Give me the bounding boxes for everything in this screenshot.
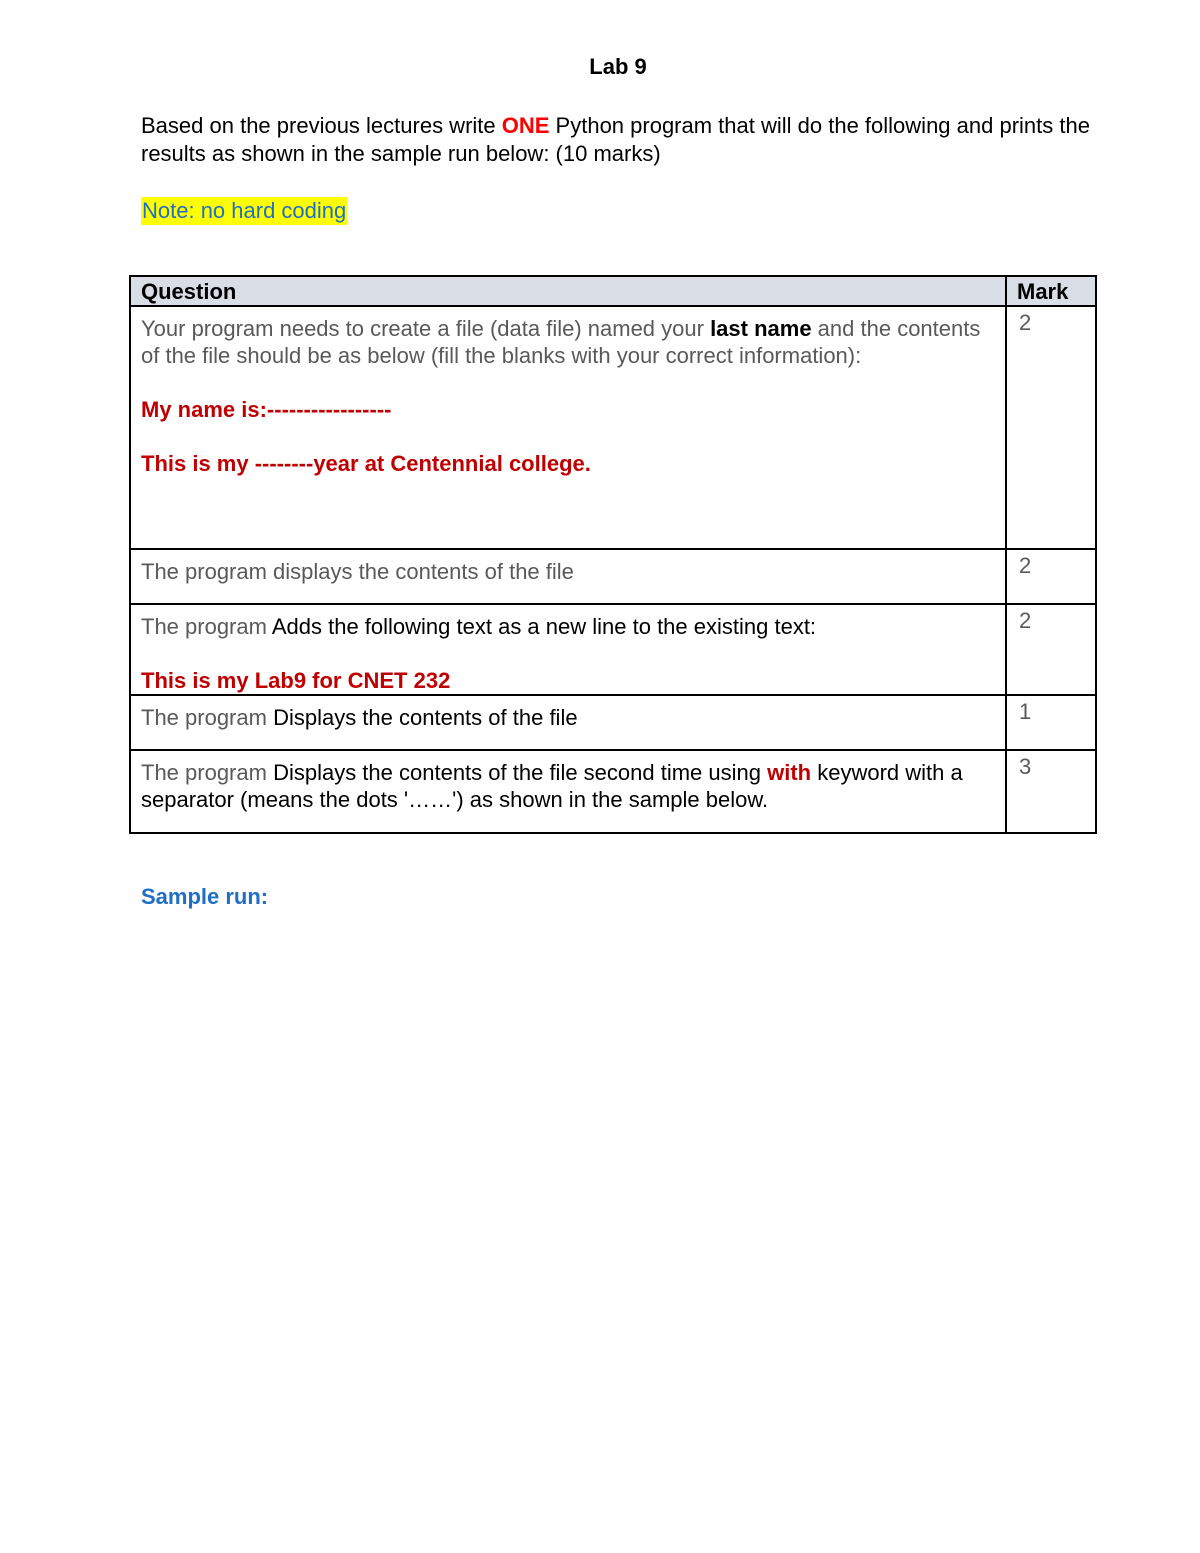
file-content-line-2: This is my --------year at Centennial college. xyxy=(141,451,591,476)
page-title: Lab 9 xyxy=(589,54,647,79)
question-cell xyxy=(130,549,1006,604)
spacer xyxy=(141,423,995,450)
added-line-text: This is my Lab9 for CNET 232 xyxy=(141,668,451,693)
spacer xyxy=(141,369,995,396)
table-header-row xyxy=(130,276,1096,306)
intro-emphasis: ONE xyxy=(501,113,550,138)
question-text-dark: Displays the contents of the file second time using xyxy=(273,760,768,785)
table-row xyxy=(130,750,1096,833)
question-text: and the contents of the file should be as below (fill the blanks with your correct information): xyxy=(141,316,981,368)
intro-text-2: Python program that will do the following and prints the results as shown in the sample run below: (10 marks) xyxy=(141,113,1090,166)
mark-cell: 2 xyxy=(1006,549,1096,604)
question-text: Your program needs to create a file (data file) named your xyxy=(141,316,711,341)
question-cell xyxy=(130,695,1006,750)
file-content-line-1: My name is:----------------- xyxy=(141,397,392,422)
header-mark: Mark xyxy=(1006,276,1096,306)
table-row xyxy=(130,306,1096,549)
mark-cell: 1 xyxy=(1006,695,1096,750)
question-text: The program xyxy=(141,760,274,785)
sample-run-label: Sample run: xyxy=(141,884,269,909)
question-bold-text: last name xyxy=(710,316,812,341)
question-table xyxy=(129,275,1097,834)
keyword-text: with xyxy=(767,760,812,785)
mark-cell: 2 xyxy=(1006,306,1096,549)
header-question: Question xyxy=(130,276,1006,306)
question-cell xyxy=(130,750,1006,833)
question-cell xyxy=(130,604,1006,695)
note-highlight: Note: no hard coding xyxy=(142,198,347,223)
question-text: The program xyxy=(141,614,272,639)
table-row xyxy=(130,695,1096,750)
mark-cell: 3 xyxy=(1006,750,1096,833)
question-text-dark: keyword with a separator (means the dots '……') as shown in the sample below. xyxy=(141,760,963,812)
mark-cell: 2 xyxy=(1006,604,1096,695)
table-row xyxy=(130,549,1096,604)
intro-paragraph xyxy=(141,112,1101,168)
intro-text-1: Based on the previous lectures write xyxy=(141,113,502,138)
question-cell xyxy=(130,306,1006,549)
question-text-dark: Displays the contents of the file xyxy=(273,705,578,730)
question-text: The program xyxy=(141,705,274,730)
spacer xyxy=(141,640,995,667)
table-row xyxy=(130,604,1096,695)
question-text: The program displays the contents of the file xyxy=(141,559,574,584)
question-text-dark: Adds the following text as a new line to the existing text: xyxy=(271,614,817,639)
